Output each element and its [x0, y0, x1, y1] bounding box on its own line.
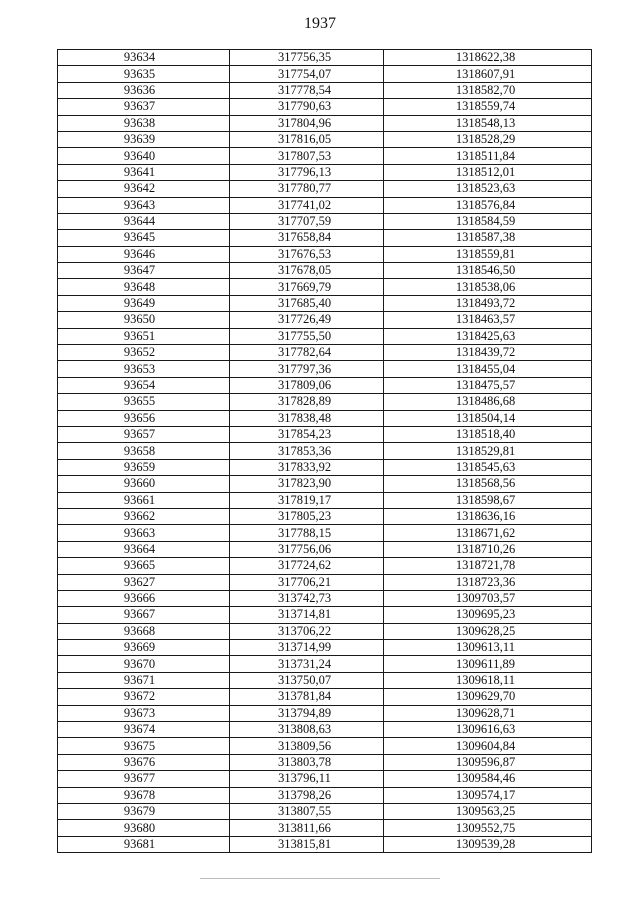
point-number-cell: 93644 — [58, 213, 230, 229]
table-row — [58, 607, 592, 623]
table-row — [58, 771, 592, 787]
x-coordinate-cell: 317796,13 — [230, 164, 384, 180]
y-coordinate-cell: 1318546,50 — [384, 263, 592, 279]
point-number-cell: 93642 — [58, 181, 230, 197]
point-number-cell: 93648 — [58, 279, 230, 295]
table-row — [58, 656, 592, 672]
point-number-cell: 93653 — [58, 361, 230, 377]
x-coordinate-cell: 313731,24 — [230, 656, 384, 672]
point-number-cell: 93668 — [58, 623, 230, 639]
x-coordinate-cell: 317809,06 — [230, 377, 384, 393]
x-coordinate-cell: 317724,62 — [230, 558, 384, 574]
table-row — [58, 836, 592, 852]
x-coordinate-cell: 313803,78 — [230, 754, 384, 770]
x-coordinate-cell: 313742,73 — [230, 590, 384, 606]
table-row — [58, 787, 592, 803]
y-coordinate-cell: 1318455,04 — [384, 361, 592, 377]
x-coordinate-cell: 313807,55 — [230, 803, 384, 819]
table-row — [58, 574, 592, 590]
y-coordinate-cell: 1318493,72 — [384, 295, 592, 311]
x-coordinate-cell: 317676,53 — [230, 246, 384, 262]
x-coordinate-cell: 317854,23 — [230, 426, 384, 442]
y-coordinate-cell: 1309616,63 — [384, 722, 592, 738]
table-row — [58, 82, 592, 98]
point-number-cell: 93635 — [58, 66, 230, 82]
y-coordinate-cell: 1318723,36 — [384, 574, 592, 590]
point-number-cell: 93639 — [58, 131, 230, 147]
y-coordinate-cell: 1309611,89 — [384, 656, 592, 672]
point-number-cell: 93661 — [58, 492, 230, 508]
table-row — [58, 722, 592, 738]
x-coordinate-cell: 313809,56 — [230, 738, 384, 754]
table-row — [58, 361, 592, 377]
point-number-cell: 93671 — [58, 672, 230, 688]
x-coordinate-cell: 317833,92 — [230, 459, 384, 475]
point-number-cell: 93637 — [58, 99, 230, 115]
point-number-cell: 93634 — [58, 50, 230, 66]
x-coordinate-cell: 317788,15 — [230, 525, 384, 541]
x-coordinate-cell: 317805,23 — [230, 508, 384, 524]
x-coordinate-cell: 313750,07 — [230, 672, 384, 688]
y-coordinate-cell: 1309584,46 — [384, 771, 592, 787]
table-row — [58, 279, 592, 295]
point-number-cell: 93638 — [58, 115, 230, 131]
point-number-cell: 93664 — [58, 541, 230, 557]
y-coordinate-cell: 1318545,63 — [384, 459, 592, 475]
point-number-cell: 93657 — [58, 426, 230, 442]
x-coordinate-cell: 317778,54 — [230, 82, 384, 98]
y-coordinate-cell: 1309574,17 — [384, 787, 592, 803]
y-coordinate-cell: 1318475,57 — [384, 377, 592, 393]
x-coordinate-cell: 317782,64 — [230, 345, 384, 361]
table-row — [58, 558, 592, 574]
point-number-cell: 93643 — [58, 197, 230, 213]
table-row — [58, 820, 592, 836]
table-row — [58, 410, 592, 426]
x-coordinate-cell: 317707,59 — [230, 213, 384, 229]
x-coordinate-cell: 313781,84 — [230, 689, 384, 705]
point-number-cell: 93680 — [58, 820, 230, 836]
y-coordinate-cell: 1318523,63 — [384, 181, 592, 197]
y-coordinate-cell: 1318504,14 — [384, 410, 592, 426]
coordinates-table-container — [57, 49, 591, 853]
x-coordinate-cell: 317685,40 — [230, 295, 384, 311]
point-number-cell: 93662 — [58, 508, 230, 524]
table-row — [58, 426, 592, 442]
table-row — [58, 181, 592, 197]
x-coordinate-cell: 317797,36 — [230, 361, 384, 377]
x-coordinate-cell: 317823,90 — [230, 476, 384, 492]
y-coordinate-cell: 1309628,25 — [384, 623, 592, 639]
point-number-cell: 93627 — [58, 574, 230, 590]
point-number-cell: 93652 — [58, 345, 230, 361]
y-coordinate-cell: 1318671,62 — [384, 525, 592, 541]
y-coordinate-cell: 1318518,40 — [384, 426, 592, 442]
table-row — [58, 328, 592, 344]
y-coordinate-cell: 1318528,29 — [384, 131, 592, 147]
point-number-cell: 93665 — [58, 558, 230, 574]
y-coordinate-cell: 1318584,59 — [384, 213, 592, 229]
y-coordinate-cell: 1309695,23 — [384, 607, 592, 623]
point-number-cell: 93641 — [58, 164, 230, 180]
point-number-cell: 93655 — [58, 394, 230, 410]
point-number-cell: 93647 — [58, 263, 230, 279]
y-coordinate-cell: 1309539,28 — [384, 836, 592, 852]
y-coordinate-cell: 1318576,84 — [384, 197, 592, 213]
y-coordinate-cell: 1318425,63 — [384, 328, 592, 344]
y-coordinate-cell: 1309703,57 — [384, 590, 592, 606]
x-coordinate-cell: 317804,96 — [230, 115, 384, 131]
x-coordinate-cell: 317658,84 — [230, 230, 384, 246]
table-row — [58, 345, 592, 361]
point-number-cell: 93663 — [58, 525, 230, 541]
table-row — [58, 689, 592, 705]
point-number-cell: 93666 — [58, 590, 230, 606]
y-coordinate-cell: 1309596,87 — [384, 754, 592, 770]
point-number-cell: 93675 — [58, 738, 230, 754]
point-number-cell: 93658 — [58, 443, 230, 459]
y-coordinate-cell: 1318463,57 — [384, 312, 592, 328]
table-row — [58, 164, 592, 180]
table-row — [58, 295, 592, 311]
table-row — [58, 525, 592, 541]
table-row — [58, 99, 592, 115]
table-row — [58, 148, 592, 164]
table-row — [58, 115, 592, 131]
point-number-cell: 93640 — [58, 148, 230, 164]
x-coordinate-cell: 313798,26 — [230, 787, 384, 803]
y-coordinate-cell: 1318710,26 — [384, 541, 592, 557]
y-coordinate-cell: 1318568,56 — [384, 476, 592, 492]
table-row — [58, 213, 592, 229]
bottom-rule — [200, 878, 440, 879]
point-number-cell: 93646 — [58, 246, 230, 262]
table-row — [58, 754, 592, 770]
point-number-cell: 93667 — [58, 607, 230, 623]
x-coordinate-cell: 317838,48 — [230, 410, 384, 426]
y-coordinate-cell: 1318587,38 — [384, 230, 592, 246]
point-number-cell: 93670 — [58, 656, 230, 672]
table-row — [58, 246, 592, 262]
y-coordinate-cell: 1318439,72 — [384, 345, 592, 361]
x-coordinate-cell: 313714,99 — [230, 640, 384, 656]
table-row — [58, 640, 592, 656]
table-row — [58, 476, 592, 492]
point-number-cell: 93659 — [58, 459, 230, 475]
x-coordinate-cell: 313794,89 — [230, 705, 384, 721]
y-coordinate-cell: 1318538,06 — [384, 279, 592, 295]
x-coordinate-cell: 317726,49 — [230, 312, 384, 328]
point-number-cell: 93677 — [58, 771, 230, 787]
x-coordinate-cell: 317755,50 — [230, 328, 384, 344]
x-coordinate-cell: 313796,11 — [230, 771, 384, 787]
x-coordinate-cell: 313811,66 — [230, 820, 384, 836]
x-coordinate-cell: 317678,05 — [230, 263, 384, 279]
table-row — [58, 508, 592, 524]
point-number-cell: 93672 — [58, 689, 230, 705]
table-row — [58, 705, 592, 721]
table-row — [58, 590, 592, 606]
coordinates-table — [57, 49, 592, 853]
table-row — [58, 131, 592, 147]
table-row — [58, 230, 592, 246]
x-coordinate-cell: 317828,89 — [230, 394, 384, 410]
coordinates-table-body — [58, 50, 592, 853]
table-row — [58, 66, 592, 82]
table-row — [58, 672, 592, 688]
x-coordinate-cell: 317819,17 — [230, 492, 384, 508]
point-number-cell: 93654 — [58, 377, 230, 393]
table-row — [58, 738, 592, 754]
point-number-cell: 93649 — [58, 295, 230, 311]
y-coordinate-cell: 1318559,74 — [384, 99, 592, 115]
page-number: 1937 — [304, 15, 336, 32]
point-number-cell: 93651 — [58, 328, 230, 344]
x-coordinate-cell: 313706,22 — [230, 623, 384, 639]
x-coordinate-cell: 313815,81 — [230, 836, 384, 852]
x-coordinate-cell: 317756,35 — [230, 50, 384, 66]
x-coordinate-cell: 317669,79 — [230, 279, 384, 295]
y-coordinate-cell: 1309604,84 — [384, 738, 592, 754]
x-coordinate-cell: 317780,77 — [230, 181, 384, 197]
point-number-cell: 93679 — [58, 803, 230, 819]
point-number-cell: 93650 — [58, 312, 230, 328]
y-coordinate-cell: 1318721,78 — [384, 558, 592, 574]
y-coordinate-cell: 1309618,11 — [384, 672, 592, 688]
table-row — [58, 50, 592, 66]
y-coordinate-cell: 1318607,91 — [384, 66, 592, 82]
y-coordinate-cell: 1318511,84 — [384, 148, 592, 164]
y-coordinate-cell: 1318529,81 — [384, 443, 592, 459]
table-row — [58, 492, 592, 508]
y-coordinate-cell: 1318548,13 — [384, 115, 592, 131]
table-row — [58, 803, 592, 819]
point-number-cell: 93660 — [58, 476, 230, 492]
y-coordinate-cell: 1318622,38 — [384, 50, 592, 66]
point-number-cell: 93674 — [58, 722, 230, 738]
y-coordinate-cell: 1318559,81 — [384, 246, 592, 262]
y-coordinate-cell: 1318582,70 — [384, 82, 592, 98]
table-row — [58, 459, 592, 475]
point-number-cell: 93645 — [58, 230, 230, 246]
x-coordinate-cell: 317706,21 — [230, 574, 384, 590]
x-coordinate-cell: 317790,63 — [230, 99, 384, 115]
y-coordinate-cell: 1318512,01 — [384, 164, 592, 180]
table-row — [58, 312, 592, 328]
y-coordinate-cell: 1318636,16 — [384, 508, 592, 524]
point-number-cell: 93656 — [58, 410, 230, 426]
table-row — [58, 263, 592, 279]
y-coordinate-cell: 1318598,67 — [384, 492, 592, 508]
y-coordinate-cell: 1309628,71 — [384, 705, 592, 721]
x-coordinate-cell: 317807,53 — [230, 148, 384, 164]
point-number-cell: 93636 — [58, 82, 230, 98]
x-coordinate-cell: 317754,07 — [230, 66, 384, 82]
y-coordinate-cell: 1309552,75 — [384, 820, 592, 836]
x-coordinate-cell: 317816,05 — [230, 131, 384, 147]
point-number-cell: 93673 — [58, 705, 230, 721]
x-coordinate-cell: 313808,63 — [230, 722, 384, 738]
table-row — [58, 623, 592, 639]
y-coordinate-cell: 1318486,68 — [384, 394, 592, 410]
point-number-cell: 93676 — [58, 754, 230, 770]
point-number-cell: 93681 — [58, 836, 230, 852]
x-coordinate-cell: 313714,81 — [230, 607, 384, 623]
y-coordinate-cell: 1309629,70 — [384, 689, 592, 705]
x-coordinate-cell: 317853,36 — [230, 443, 384, 459]
table-row — [58, 197, 592, 213]
y-coordinate-cell: 1309613,11 — [384, 640, 592, 656]
table-row — [58, 377, 592, 393]
point-number-cell: 93678 — [58, 787, 230, 803]
table-row — [58, 394, 592, 410]
table-row — [58, 541, 592, 557]
y-coordinate-cell: 1309563,25 — [384, 803, 592, 819]
point-number-cell: 93669 — [58, 640, 230, 656]
table-row — [58, 443, 592, 459]
x-coordinate-cell: 317756,06 — [230, 541, 384, 557]
x-coordinate-cell: 317741,02 — [230, 197, 384, 213]
